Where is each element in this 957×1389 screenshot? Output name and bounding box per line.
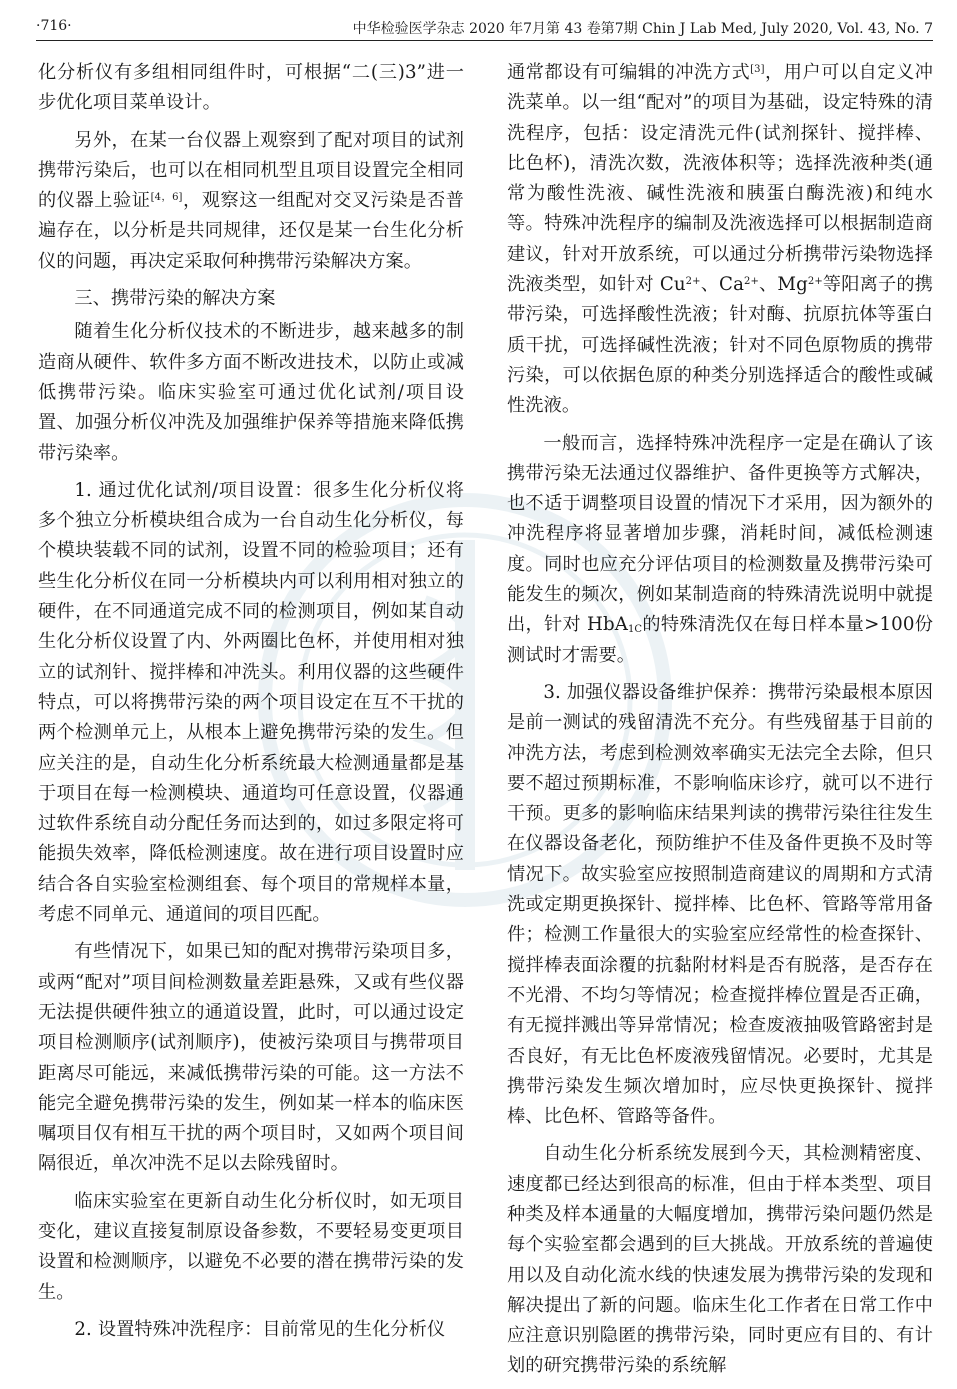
paragraph: 2. 设置特殊冲洗程序：目前常见的生化分析仪 <box>74 1318 446 1340</box>
running-header <box>36 14 933 41</box>
paragraph: 临床实验室在更新自动生化分析仪时，如无项目变化，建议直接复制原设备参数，不要轻易变更项目设置和检测顺序，以避免不必要的潜在携带污染的发生。 <box>38 1190 464 1303</box>
paragraph: 1. 通过优化试剂/项目设置：很多生化分析仪将多个独立分析模块组合成为一台自动生化分析仪，每个模块装载不同的试剂，设置不同的检验项目；还有些生化分析仪在同一分析模块内可以利用相对独立的硬件，在不同通道完成不同的检测项目，例如某自动生化分析仪设置了内、外两圈比色杯，并使用相对独立的试剂针、搅拌棒和冲洗头。利用仪器的这些硬件特点，可以将携带污染的两个项目设定在互不干扰的两个检测单元上，从根本上避免携带污染的发生。但应关注的是，自动生化分析系统最大检测通量都是基于项目在每一检测模块、通道均可任意设置，仪器通过软件系统自动分配任务而达到的，如过多限定将可能损失效率，降低检测速度。故在进行项目设置时应结合各自实验室检测组套、每个项目的常规样本量，考虑不同单元、通道间的项目匹配。 <box>38 479 464 926</box>
paragraph: 3. 加强仪器设备维护保养：携带污染最根本原因是前一测试的残留清洗不充分。有些残留基于目前的冲洗方法，考虑到检测效率确实无法完全去除，但只要不超过预期标准，不影响临床诊疗，就可以不进行干预。更多的影响临床结果判读的携带污染往往发生在仪器设备老化，预防维护不佳及备件更换不及时等情况下。故实验室应按照制造商建议的周期和方式清洗或定期更换探针、搅拌棒、比色杯、管路等常用备件；检测工作量很大的实验室应经常性的检查探针、搅拌棒表面涂覆的抗黏附材料是否有脱落，是否存在不光滑、不均匀等情况；检查搅拌棒位置是否正确，有无搅拌溅出等异常情况；检查废液抽吸管路密封是否良好，有无比色杯废液残留情况。必要时，尤其是携带污染发生频次增加时，应尽快更换探针、搅拌棒、比色杯、管路等备件。 <box>507 681 933 1128</box>
right-column <box>507 58 933 1389</box>
citation-ref: [3] <box>750 64 765 75</box>
paragraph: 随着生化分析仪技术的不断进步，越来越多的制造商从硬件、软件多方面不断改进技术，以防止或减低携带污染。临床实验室可通过优化试剂/项目设置、加强分析仪冲洗及加强维护保养等措施来降低携带污染率。 <box>38 321 464 464</box>
paragraph: 化分析仪有多组相同组件时，可根据“二(三)3”进一步优化项目菜单设计。 <box>38 62 464 114</box>
page-number: ·716· <box>36 18 72 34</box>
citation-ref: [4，6] <box>150 192 183 204</box>
paragraph: 有些情况下，如果已知的配对携带污染项目多，或两“配对”项目间检测数量差距悬殊，又或有些仪器无法提供硬件独立的通道设置，此时，可以通过设定项目检测顺序(试剂顺序)，使被污染项目与携带项目距离尽可能远，来减低携带污染的可能。这一方法不能完全避免携带污染的发生，例如某一样本的临床医嘱项目仅有相互干扰的两个项目时，又如两个项目间隔很近，单次冲洗不足以去除残留时。 <box>38 941 464 1175</box>
journal-citation-line: 中华检验医学杂志 2020 年7月第 43 卷第7期 Chin J Lab Med, July 2020, Vol. 43, No. 7 <box>352 21 933 37</box>
section-heading: 三、携带污染的解决方案 <box>74 288 276 310</box>
paragraph: 一般而言，选择特殊冲洗程序一定是在确认了该携带污染无法通过仪器维护、备件更换等方式解决，也不适于调整项目设置的情况下才采用，因为额外的冲洗程序将显著增加步骤，消耗时间，减低检测速度。同时也应充分评估项目的检测数量及携带污染可能发生的频次，例如某制造商的特殊清洗说明中就提出，针对 HbA$_{1C}$的特殊清洗仅在每日样本量>100份测试时才需要。 <box>507 432 933 666</box>
left-column <box>38 58 464 1352</box>
paragraph: 另外，在某一台仪器上观察到了配对项目的试剂携带污染后，也可以在相同机型且项目设置完全相同的仪器上验证[4，6]，观察这一组配对交叉污染是否普遍存在，以分析是共同规律，还仅是某一台生化分析仪的问题，再决定采取何种携带污染解决方案。 <box>38 129 464 272</box>
paragraph: 自动生化分析系统发展到今天，其检测精密度、速度都已经达到很高的标准，但由于样本类型、项目种类及样本通量的大幅度增加，携带污染问题仍然是每个实验室都会遇到的巨大挑战。开放系统的普遍使用以及自动化流水线的快速发展为携带污染的发现和解决提出了新的问题。临床生化工作者在日常工作中应注意识别隐匿的携带污染，同时更应有目的、有计划的研究携带污染的系统解 <box>507 1143 933 1377</box>
paragraph: 通常都设有可编辑的冲洗方式[3]，用户可以自定义冲洗菜单。以一组“配对”的项目为基础，设定特殊的清洗程序，包括：设定清洗元件(试剂探针、搅拌棒、比色杯)，清洗次数，洗液体积等；选择洗液种类(通常为酸性洗液、碱性洗液和胰蛋白酶洗液)和纯水等。特殊冲洗程序的编制及洗液选择可以根据制造商建议，针对开放系统，可以通过分析携带污染物选择洗液类型，如针对 $Cu^{2+}$、$Ca^{2+}$、$Mg^{2+}$等阳离子的携带污染，可选择酸性洗液；针对酶、抗原抗体等蛋白质干扰，可选择碱性洗液；针对不同色原物质的携带污染，可以依据色原的种类分别选择适合的酸性或碱性洗液。 <box>507 62 934 417</box>
